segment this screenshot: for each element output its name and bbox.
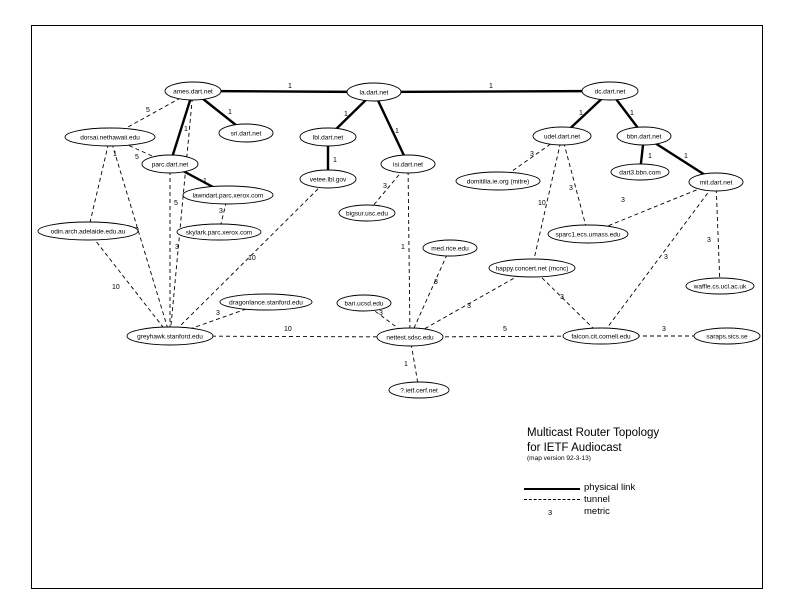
edge-mit-waffle bbox=[716, 182, 720, 286]
node-label-ames: ames.dart.net bbox=[173, 88, 213, 96]
node-domitilia bbox=[456, 172, 540, 190]
node-ames bbox=[165, 82, 221, 100]
metric-label-la-lbl: 1 bbox=[344, 111, 348, 118]
metric-label-bbn-mit: 1 bbox=[684, 153, 688, 160]
map-title: Multicast Router Topology bbox=[527, 427, 660, 439]
node-lawndart bbox=[183, 186, 273, 204]
metric-label-odin-greyhawk: 10 bbox=[112, 284, 120, 291]
map-version: (map version 92-3-13) bbox=[527, 455, 591, 462]
physical-link-sample-line bbox=[524, 488, 580, 490]
edge-dorsai-odin bbox=[88, 137, 110, 231]
node-label-mit: mit.dart.net bbox=[699, 179, 733, 187]
metric-label-la-dc: 1 bbox=[489, 83, 493, 90]
node-label-waffle: waffle.cs.ucl.ac.uk bbox=[693, 283, 747, 291]
metric-label-ames-sri: 1 bbox=[228, 109, 232, 116]
metric-label-parc-greyhawk: 3 bbox=[175, 244, 179, 251]
metric-label-greyhawk-nettest: 10 bbox=[284, 326, 292, 333]
edge-udel-happy bbox=[532, 136, 562, 268]
edge-happy-falcon bbox=[532, 268, 601, 336]
metric-label-happy-falcon: 3 bbox=[560, 294, 564, 301]
metric-label-parc-lawndart: 1 bbox=[203, 178, 207, 185]
node-label-lbl: lbl.dart.net bbox=[312, 134, 344, 142]
node-label-ietf: ?.ietf.cerf.net bbox=[400, 387, 438, 395]
metric-label-dc-udel: 1 bbox=[579, 110, 583, 117]
legend-metric-label: metric bbox=[584, 506, 610, 517]
metric-label-udel-sparc1: 3 bbox=[569, 185, 573, 192]
node-happy bbox=[489, 259, 575, 277]
node-label-nettest: nettest.sdsc.edu bbox=[386, 334, 434, 342]
node-lbl bbox=[300, 128, 356, 146]
metric-label-dc-bbn: 1 bbox=[630, 110, 634, 117]
node-label-bigsur: bigsur.usc.edu bbox=[346, 210, 388, 218]
metric-label-mit-waffle: 3 bbox=[707, 237, 711, 244]
metric-label-udel-domitilia: 3 bbox=[530, 151, 534, 158]
edge-odin-greyhawk bbox=[88, 231, 170, 336]
node-sri bbox=[219, 124, 273, 142]
node-label-la: la.dart.net bbox=[359, 89, 389, 97]
metric-label-lbl-vetee: 1 bbox=[333, 157, 337, 164]
node-bari bbox=[337, 295, 391, 311]
node-sparc1 bbox=[548, 225, 628, 243]
node-dorsai bbox=[65, 128, 155, 146]
edge-happy-nettest bbox=[410, 268, 532, 337]
metric-label-udel-happy: 10 bbox=[538, 200, 546, 207]
node-dc bbox=[582, 82, 638, 100]
metric-label-dorsai-odin: 1 bbox=[113, 151, 117, 158]
node-label-dart3: dart3.bbn.com bbox=[619, 169, 661, 177]
node-nettest bbox=[377, 328, 443, 346]
node-dragonlance bbox=[220, 294, 312, 310]
node-label-isi: isi.dart.net bbox=[393, 161, 423, 169]
edge-udel-sparc1 bbox=[562, 136, 588, 234]
metric-label-mit-sparc1: 3 bbox=[621, 197, 625, 204]
metric-label-falcon-saraps: 3 bbox=[662, 326, 666, 333]
metric-label-bari-nettest: 3 bbox=[379, 310, 383, 317]
node-label-sri: sri.dart.net bbox=[230, 130, 262, 138]
metric-label-bbn-dart3: 1 bbox=[648, 153, 652, 160]
metric-label-ames-parc: 1 bbox=[184, 126, 188, 133]
node-label-happy: happy.concert.net (mcnc) bbox=[495, 265, 569, 273]
node-med bbox=[423, 240, 477, 256]
node-vetee bbox=[300, 170, 356, 188]
edge-la-isi bbox=[374, 92, 408, 164]
node-mit bbox=[689, 173, 743, 191]
node-label-med: med.rice.edu bbox=[431, 245, 469, 253]
node-label-sparc1: sparc1.ecs.umass.edu bbox=[555, 231, 621, 239]
node-label-dorsai: dorsai.nethawaii.edu bbox=[80, 134, 140, 142]
metric-label-lawndart-skylark: 3 bbox=[219, 208, 223, 215]
node-falcon bbox=[563, 328, 639, 344]
node-isi bbox=[381, 155, 435, 173]
edge-la-dc bbox=[374, 91, 610, 92]
legend-tunnel-label: tunnel bbox=[584, 494, 610, 505]
node-greyhawk bbox=[127, 327, 213, 345]
metric-label-happy-nettest: 3 bbox=[467, 303, 471, 310]
node-label-dc: dc.dart.net bbox=[594, 88, 626, 96]
node-label-saraps: saraps.sics.se bbox=[706, 333, 748, 341]
node-ietf bbox=[389, 382, 449, 398]
node-udel bbox=[533, 127, 591, 145]
node-waffle bbox=[686, 278, 754, 294]
node-label-bari: bari.ucsd.edu bbox=[344, 300, 384, 308]
node-label-falcon: falcon.cit.cornell.edu bbox=[571, 333, 631, 341]
edge-isi-nettest bbox=[408, 164, 410, 337]
node-label-bbn: bbn.dart.net bbox=[626, 133, 662, 141]
metric-label-ames-dorsai: 5 bbox=[146, 107, 150, 114]
metric-label-dragonlance-greyhawk: 3 bbox=[216, 310, 220, 317]
metric-label-isi-bigsur: 3 bbox=[383, 183, 387, 190]
map-subtitle: for IETF Audiocast bbox=[527, 442, 622, 454]
metric-label-isi-nettest: 1 bbox=[401, 244, 405, 251]
edge-med-nettest bbox=[410, 248, 450, 337]
node-label-lawndart: lawndart.parc.xerox.com bbox=[192, 192, 264, 200]
metric-label-mit-falcon: 3 bbox=[664, 254, 668, 261]
node-label-udel: udel.dart.net bbox=[543, 133, 581, 141]
metric-label-dorsai-parc: 5 bbox=[135, 154, 139, 161]
node-label-greyhawk: greyhawk.stanford.edu bbox=[137, 333, 203, 341]
node-parc bbox=[142, 155, 198, 173]
legend-metric-example: 3 bbox=[548, 508, 553, 517]
metric-label-med-nettest: 3 bbox=[434, 279, 438, 286]
node-label-parc: parc.dart.net bbox=[151, 161, 189, 169]
node-label-vetee: vetee.lbl.gov bbox=[309, 176, 347, 184]
node-label-dragonlance: dragonlance.stanford.edu bbox=[229, 299, 303, 307]
legend-physical-label: physical link bbox=[584, 482, 636, 493]
node-label-odin: odin.arch.adelaide.edu.au bbox=[50, 228, 126, 236]
node-saraps bbox=[694, 328, 760, 344]
node-skylark bbox=[177, 224, 261, 240]
node-odin bbox=[38, 222, 138, 240]
metric-label-nettest-falcon: 5 bbox=[503, 326, 507, 333]
metric-label-vetee-greyhawk: 10 bbox=[248, 255, 256, 262]
metric-label-la-isi: 1 bbox=[395, 128, 399, 135]
node-label-skylark: skylark.parc.xerox.com bbox=[185, 229, 253, 237]
node-bbn bbox=[617, 127, 671, 145]
legend bbox=[524, 482, 724, 532]
node-bigsur bbox=[339, 205, 395, 221]
tunnel-sample-line bbox=[524, 499, 580, 500]
node-la bbox=[347, 83, 401, 101]
metric-label-ames-greyhawk: 5 bbox=[174, 200, 178, 207]
metric-label-ames-la: 1 bbox=[288, 83, 292, 90]
node-label-domitilia: domitilia.ie.org (mitre) bbox=[466, 178, 530, 186]
edge-mit-falcon bbox=[601, 182, 716, 336]
metric-label-nettest-ietf: 1 bbox=[404, 361, 408, 368]
node-dart3 bbox=[611, 164, 669, 180]
